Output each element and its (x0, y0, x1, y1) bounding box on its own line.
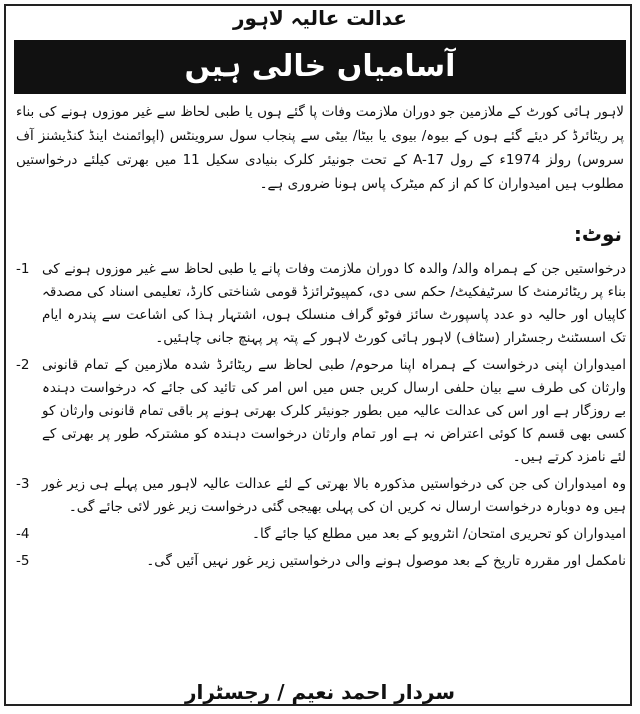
intro-paragraph: لاہور ہائی کورٹ کے ملازمین جو دوران ملازمت وفات پا گئے ہوں یا طبی لحاظ سے غیر موزوں ہونے کی بناء پر ریٹائرڈ کر دیئے گئے ہوں کے بیوہ/ بیوی یا بیٹا/ بیٹی سے پنجاب سول سروینٹس (اپوائمنٹ اینڈ کنڈیشنز آف سروس) رولز 1974ء کے رول A-17 کے تحت جونیئر کلرک بنیادی سکیل 11 میں بھرتی کیلئے درخواستیں مطلوب ہیں امیدواران کا کم از کم میٹرک پاس ہونا ضروری ہے۔ (16, 104, 624, 192)
note-item-number: -3 (16, 476, 30, 492)
note-item (14, 523, 626, 546)
vacancies-banner: آسامیاں خالی ہیں (14, 40, 626, 94)
note-item (14, 258, 626, 350)
note-item (14, 354, 626, 469)
court-name: عدالت عالیہ لاہور (233, 6, 407, 30)
note-heading: نوٹ: (573, 222, 622, 246)
note-item-text: نامکمل اور مقررہ تاریخ کے بعد موصول ہونے والی درخواستیں زیر غور نہیں آئیں گی۔ (146, 553, 626, 569)
note-list (14, 258, 626, 577)
registrar-signature: سردار احمد نعیم / رجسٹرار (184, 680, 456, 704)
note-item (14, 473, 626, 519)
note-item-number: -5 (16, 553, 30, 569)
note-item-number: -1 (16, 261, 30, 277)
note-item (14, 550, 626, 573)
note-item-text: امیدواران اپنی درخواست کے ہمراہ اپنا مرحوم/ طبی لحاظ سے ریٹائرڈ شدہ ملازمین کے تمام قانونی وارثان کی طرف سے بیان حلفی ارسال کریں جس میں اس امر کی تائید کی جائے کہ درخواست دہندہ بے روزگار ہے اور اس کی عدالت عالیہ میں بطور جونیئر کلرک بھرتی ہونے پر باقی تمام قانونی وارثان کو کسی بھی قسم کا کوئی اعتراض نہ ہے اور تمام وارثان درخواست دہندہ کو مشترکہ طور پر بھرتی کے لئے نامزد کرتے ہیں۔ (42, 357, 626, 465)
note-item-number: -2 (16, 357, 30, 373)
note-item-text: درخواستیں جن کے ہمراہ والد/ والدہ کا دوران ملازمت وفات پانے یا طبی لحاظ سے غیر موزوں ہونے کی بناء پر ریٹائرمنٹ کا سرٹیفکیٹ/ حکم سی دی، کمپیوٹرائزڈ قومی شناختی کارڈ، تعلیمی اسناد کی مصدقہ کاپیاں اور حالیہ دو عدد پاسپورٹ سائز فوٹو گراف منسلک ہوں، اشتہار ہذا کی اشاعت سے پندرہ ایام تک اسسٹنٹ رجسٹرار (سٹاف) لاہور ہائی کورٹ لاہور کے پتہ پر پہنچ جانی چاہئیں۔ (42, 261, 626, 346)
note-item-number: -4 (16, 526, 30, 542)
note-item-text: امیدواران کو تحریری امتحان/ انٹرویو کے بعد میں مطلع کیا جائے گا۔ (252, 526, 626, 542)
note-item-text: وہ امیدواران کی جن کی درخواستیں مذکورہ بالا بھرتی کے لئے عدالت عالیہ لاہور میں پہلے ہی زیر غور ہیں وہ دوبارہ درخواست ارسال نہ کریں ان کی پہلی بھیجی گئی درخواست زیر غور لائی جائے گی۔ (42, 476, 626, 515)
